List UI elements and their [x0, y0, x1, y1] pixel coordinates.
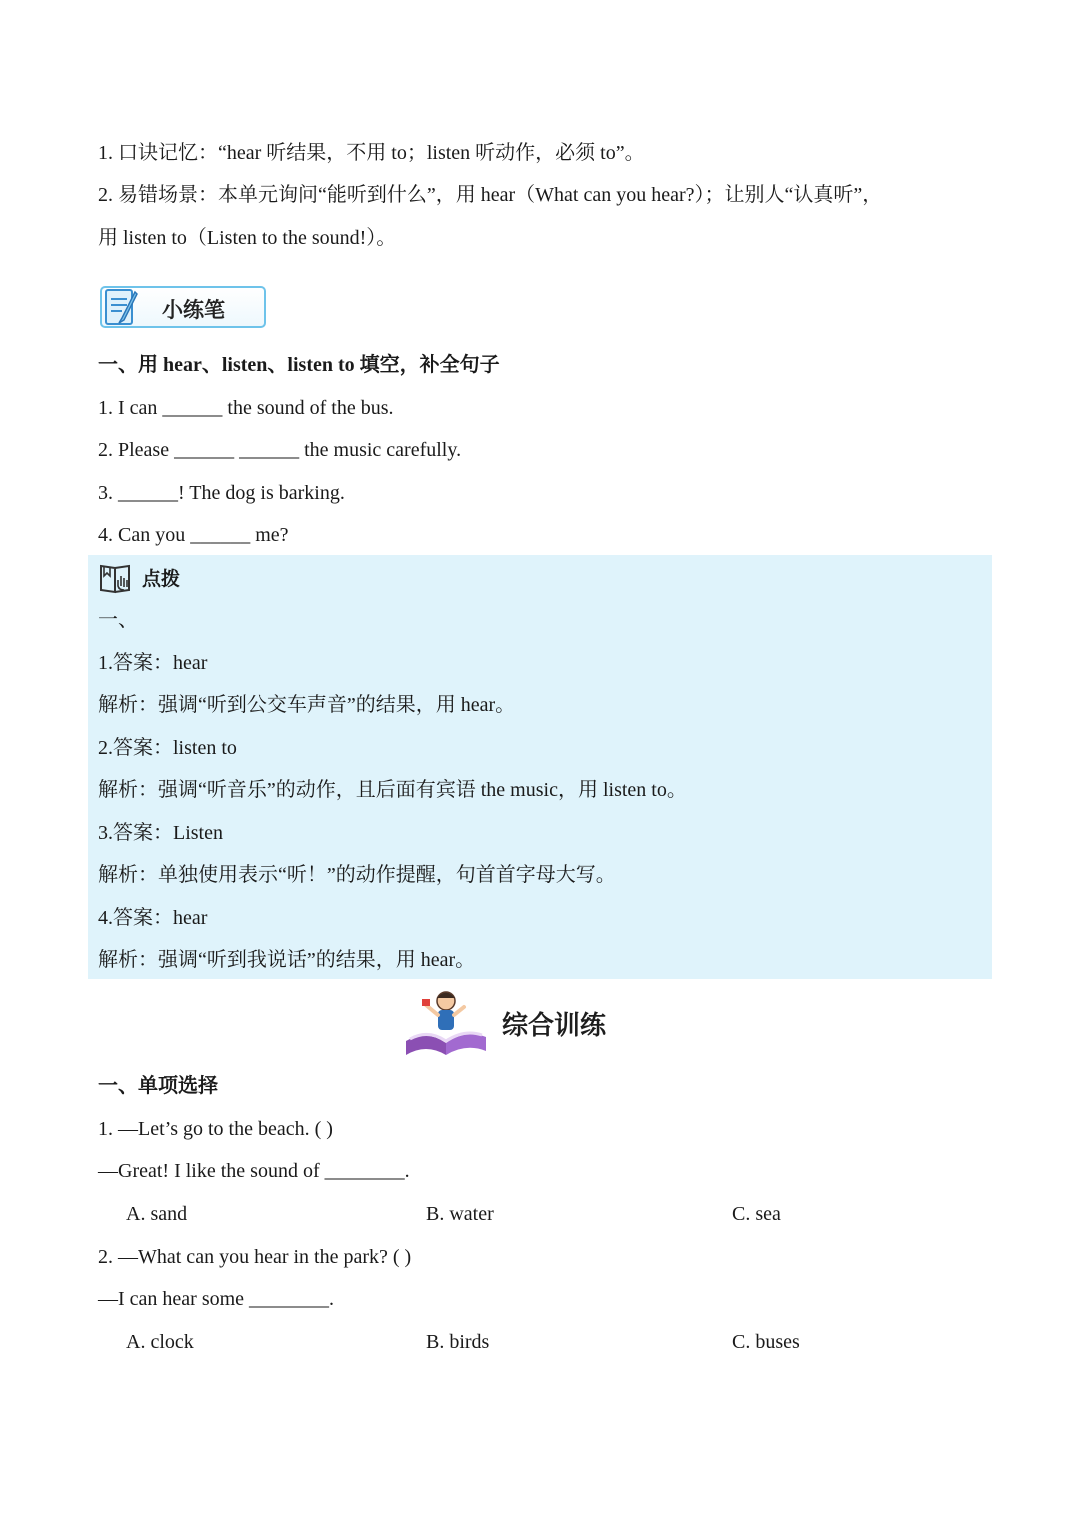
question-1-option-a: A. sand — [126, 1203, 188, 1225]
tip-line-3: 2.答案：listen to — [98, 737, 237, 759]
question-2: 2. —What can you hear in the park? ( ) — [98, 1246, 412, 1268]
note-line-1: 1. 口诀记忆：“hear 听结果，不用 to；listen 听动作，必须 to”。 — [98, 142, 645, 164]
practice-badge-label: 小练笔 — [162, 298, 225, 322]
question-2-reply: —I can hear some ________. — [98, 1288, 335, 1310]
practice-item-4: 4. Can you ______ me? — [98, 524, 289, 546]
reading-boy-icon — [400, 985, 500, 1061]
practice-item-2: 2. Please ______ ______ the music carefully. — [98, 439, 462, 461]
question-1: 1. —Let’s go to the beach. ( ) — [98, 1118, 333, 1140]
pencil-note-icon — [102, 284, 142, 330]
tip-line-4: 解析：强调“听音乐”的动作，且后面有宾语 the music，用 listen to。 — [98, 779, 687, 801]
tip-line-2: 解析：强调“听到公交车声音”的结果，用 hear。 — [98, 694, 516, 716]
question-1-option-c: C. sea — [732, 1203, 781, 1225]
practice-item-1: 1. I can ______ the sound of the bus. — [98, 397, 394, 419]
note-line-2: 2. 易错场景：本单元询问“能听到什么”，用 hear（What can you hear?）；让别人“认真听”， — [98, 184, 883, 206]
practice-heading: 一、用 hear、listen、listen to 填空，补全句子 — [98, 354, 500, 376]
tip-line-7: 4.答案：hear — [98, 907, 208, 929]
practice-badge — [100, 286, 266, 328]
choice-heading: 一、单项选择 — [98, 1075, 218, 1097]
tips-section-label: 一、 — [98, 609, 138, 631]
training-banner-title: 综合训练 — [502, 1011, 607, 1041]
tip-line-1: 1.答案：hear — [98, 652, 208, 674]
question-2-option-a: A. clock — [126, 1331, 194, 1353]
question-2-option-b: B. birds — [426, 1331, 490, 1353]
tips-box — [88, 555, 992, 979]
book-hand-icon — [99, 562, 135, 594]
practice-item-3: 3. ______! The dog is barking. — [98, 482, 345, 504]
question-1-option-b: B. water — [426, 1203, 494, 1225]
tips-title: 点拨 — [142, 569, 181, 590]
note-line-3: 用 listen to（Listen to the sound!）。 — [98, 227, 397, 249]
question-1-reply: —Great! I like the sound of ________. — [98, 1160, 410, 1182]
tip-line-5: 3.答案：Listen — [98, 822, 223, 844]
question-2-option-c: C. buses — [732, 1331, 800, 1353]
tip-line-6: 解析：单独使用表示“听！”的动作提醒，句首首字母大写。 — [98, 864, 616, 886]
tip-line-8: 解析：强调“听到我说话”的结果，用 hear。 — [98, 949, 476, 971]
